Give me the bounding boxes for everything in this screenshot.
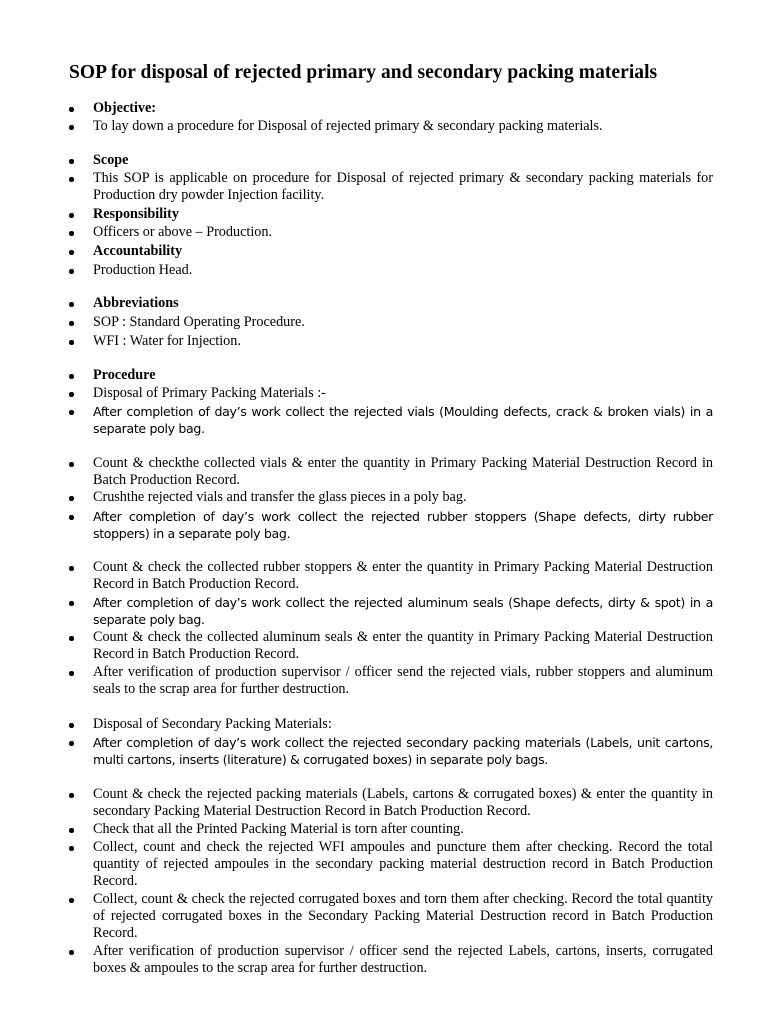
primary-step-vials-collect: After completion of day’s work collect the rejected vials (Moulding defects, crack & broken vials) in a separate poly bag. <box>93 404 713 436</box>
scope-text: This SOP is applicable on procedure for Disposal of rejected primary & secondary packing materials for Production dry powder Injection facility. <box>93 170 713 203</box>
document-title: SOP for disposal of rejected primary and secondary packing materials <box>69 62 658 83</box>
heading-objective: Objective: <box>93 100 713 117</box>
heading-responsibility: Responsibility <box>93 206 713 223</box>
abbreviation-wfi: WFI : Water for Injection. <box>93 333 713 350</box>
secondary-disposal-heading: Disposal of Secondary Packing Materials: <box>93 716 713 733</box>
primary-step-stoppers-collect: After completion of day’s work collect the rejected rubber stoppers (Shape defects, dirty rubber stoppers) in a separate poly bag. <box>93 509 713 541</box>
primary-step-vials-crush: Crushthe rejected vials and transfer the glass pieces in a poly bag. <box>93 489 713 506</box>
responsibility-text: Officers or above – Production. <box>93 224 713 241</box>
heading-procedure: Procedure <box>93 367 713 384</box>
primary-disposal-heading: Disposal of Primary Packing Materials :- <box>93 385 713 402</box>
heading-scope: Scope <box>93 152 713 169</box>
secondary-step-torn: Check that all the Printed Packing Material is torn after counting. <box>93 821 713 838</box>
secondary-step-scrap: After verification of production supervisor / officer send the rejected Labels, cartons, inserts, corrugated boxes & ampoules to the scrap area for further destruction. <box>93 943 713 976</box>
primary-step-seals-count: Count & check the collected aluminum seals & enter the quantity in Primary Packing Material Destruction Record in Batch Production Record. <box>93 629 713 662</box>
heading-accountability: Accountability <box>93 243 713 260</box>
primary-step-scrap: After verification of production supervisor / officer send the rejected vials, rubber stoppers and aluminum seals to the scrap area for further destruction. <box>93 664 713 697</box>
heading-abbreviations: Abbreviations <box>93 295 713 312</box>
secondary-step-ampoules: Collect, count and check the rejected WFI ampoules and puncture them after checking. Record the total quantity of rejected ampoules in the secondary packing material destruction record in Batch Production Record. <box>93 839 713 889</box>
objective-text: To lay down a procedure for Disposal of rejected primary & secondary packing materials. <box>93 118 713 135</box>
primary-step-vials-count: Count & checkthe collected vials & enter the quantity in Primary Packing Material Destruction Record in Batch Production Record. <box>93 455 713 488</box>
primary-step-seals-collect: After completion of day’s work collect the rejected aluminum seals (Shape defects, dirty & spot) in a separate poly bag. <box>93 595 713 627</box>
accountability-text: Production Head. <box>93 262 713 279</box>
secondary-step-boxes: Collect, count & check the rejected corrugated boxes and torn them after checking. Record the total quantity of rejected corrugated boxes in the Secondary Packing Material Destruction record in Batch Production Record. <box>93 891 713 941</box>
primary-step-stoppers-count: Count & check the collected rubber stoppers & enter the quantity in Primary Packing Material Destruction Record in Batch Production Record. <box>93 559 713 592</box>
abbreviation-sop: SOP : Standard Operating Procedure. <box>93 314 713 331</box>
secondary-step-count: Count & check the rejected packing materials (Labels, cartons & corrugated boxes) & enter the quantity in secondary Packing Material Destruction Record in Batch Production Record. <box>93 786 713 819</box>
secondary-step-collect: After completion of day’s work collect the rejected secondary packing materials (Labels, unit cartons, multi cartons, inserts (literature) & corrugated boxes) in separate poly bags. <box>93 735 713 767</box>
